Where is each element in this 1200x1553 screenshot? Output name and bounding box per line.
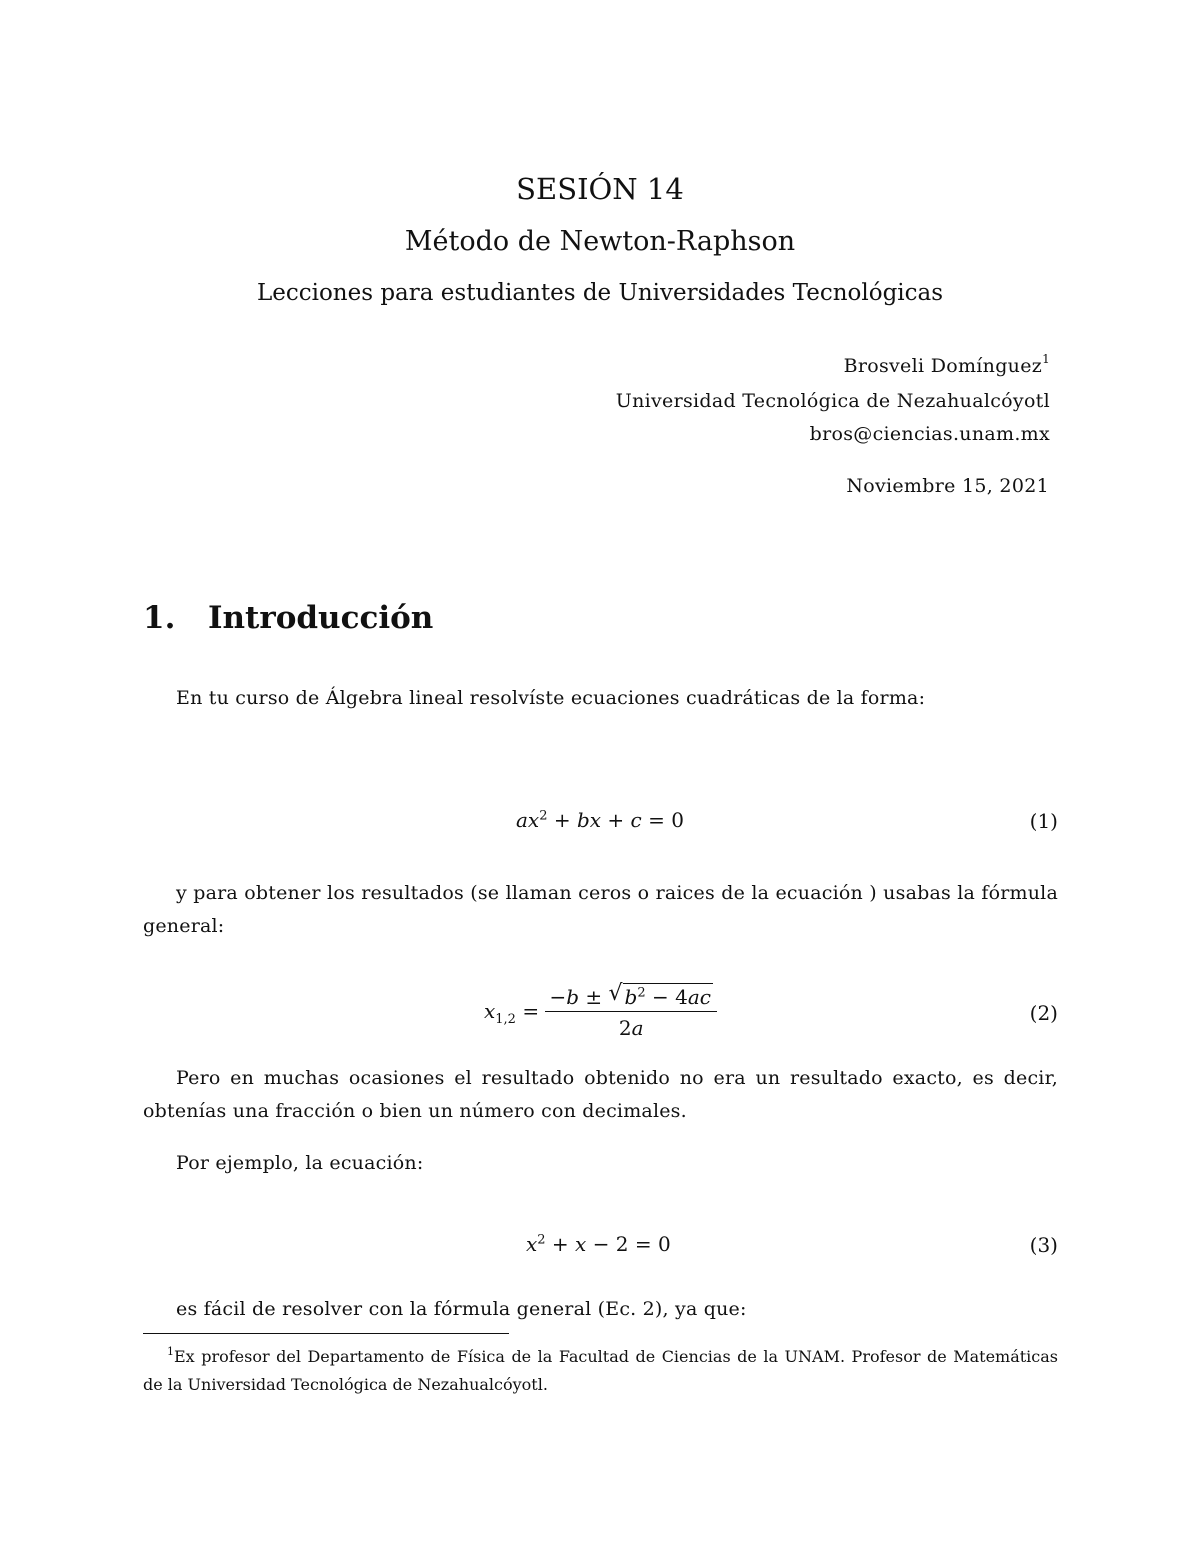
author-name: Brosveli Domínguez <box>843 355 1043 377</box>
equation-1-label: (1) <box>1029 809 1058 833</box>
quadratic-fraction: $\frac{-b \pm √ b^2 - 4ac}{2a}$ <box>545 985 716 1040</box>
paragraph-intro: En tu curso de Álgebra lineal resolvíste ecuaciones cuadráticas de la forma: <box>176 687 926 709</box>
author-line <box>844 352 1050 377</box>
author-footnote-mark: 1 <box>1042 352 1050 366</box>
footnote-rule <box>143 1333 509 1334</box>
footnote <box>143 1338 1058 1399</box>
paragraph-exactness: Pero en muchas ocasiones el resultado obtenido no era un resultado exacto, es decir, obtenías una fracción o bien un número con decimales. <box>143 1067 1058 1122</box>
footnote-text: Ex profesor del Departamento de Física de la Facultad de Ciencias de la UNAM. Profesor de Matemáticas de la Universidad Tecnológica de Nezahualcóyotl. <box>143 1347 1058 1394</box>
paragraph-formula: y para obtener los resultados (se llaman ceros o raices de la ecuación ) usabas la fórmula general: <box>143 882 1058 937</box>
author-email: bros@ciencias.unam.mx <box>809 423 1050 445</box>
section-title: Introducción <box>208 600 434 636</box>
equation-3: $x^2 + x - 2 = 0$ <box>526 1232 671 1256</box>
paragraph-example: Por ejemplo, la ecuación: <box>176 1152 424 1174</box>
equation-2-label: (2) <box>1029 1001 1058 1025</box>
document-date: Noviembre 15, 2021 <box>846 475 1049 497</box>
footnote-mark: 1 <box>167 1345 174 1358</box>
equation-2: $x_{1,2}$ = $\frac{-b \pm √ b^2 - 4ac}{2a}$ <box>484 985 717 1040</box>
equation-1: $ax^2$ + bx + c = 0 <box>516 808 684 832</box>
equation-3-label: (3) <box>1029 1233 1058 1257</box>
page-title: SESIÓN 14 <box>516 172 684 206</box>
section-number: 1. <box>143 600 176 636</box>
series-title: Lecciones para estudiantes de Universidades Tecnológicas <box>256 280 944 306</box>
page-subtitle: Método de Newton-Raphson <box>404 226 796 257</box>
author-institution: Universidad Tecnológica de Nezahualcóyotl <box>615 390 1050 412</box>
paragraph-easy: es fácil de resolver con la fórmula general (Ec. 2), ya que: <box>176 1298 747 1320</box>
section-heading <box>143 600 433 636</box>
